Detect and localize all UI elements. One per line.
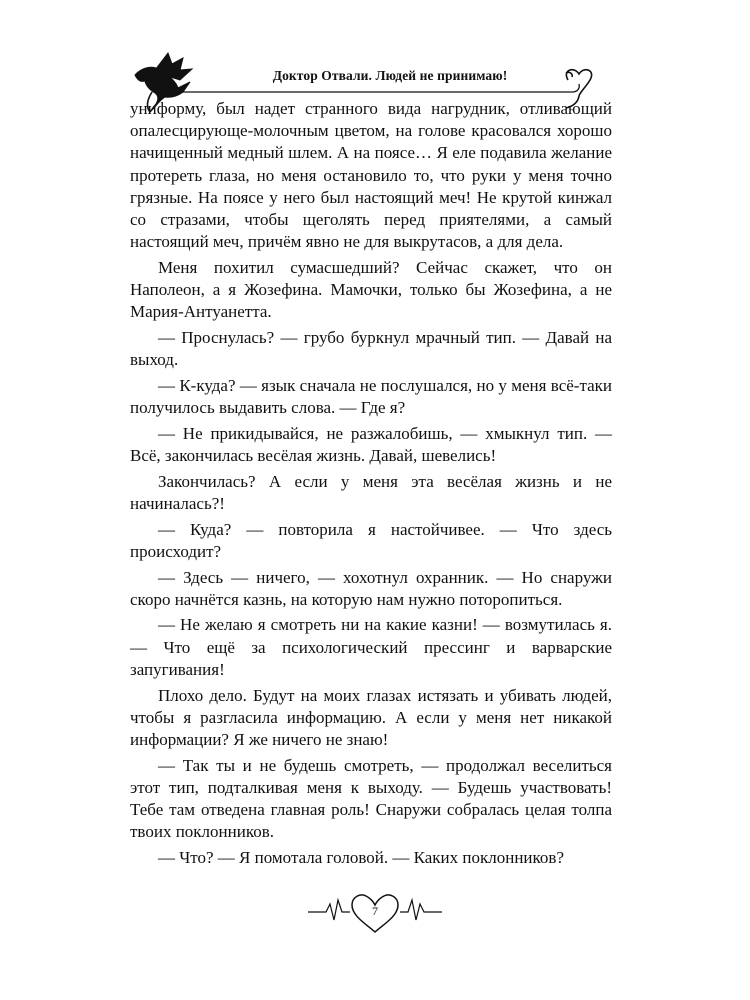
paragraph: — Проснулась? — грубо буркнул мрачный тип. — Давай на выход. bbox=[130, 328, 612, 370]
paragraph: Закончилась? А если у меня эта весёлая жизнь и не начиналась?! bbox=[130, 471, 612, 513]
paragraph: — К-куда? — язык сначала не послушался, но у меня всё-таки получилось выдавить слова. — Где я? bbox=[130, 375, 612, 418]
paragraph: Меня похитил сумасшедший? Сейчас скажет, что он Наполеон, а я Жозефина. Мамочки, только бы Жозефина, а не Мария-Антуанетта. bbox=[130, 257, 612, 322]
paragraph: — Так ты и не будешь смотреть, — продолжал веселиться этот тип, подталкивая меня к выходу. — Будешь участвовать! Тебе там отведена главная роль! Снаружи собралась целая толпа твоих поклонников. bbox=[130, 755, 612, 842]
running-title: Доктор Отвали. Людей не принимаю! bbox=[272, 68, 508, 83]
paragraph: Плохо дело. Будут на моих глазах истязать и убивать людей, чтобы я разгласила информацию. А если у меня нет никакой информации? Я же ничего не знаю! bbox=[130, 685, 612, 749]
paragraph: — Не желаю я смотреть ни на какие казни! — возмутилась я. — Что ещё за психологический прессинг и варварские запугивания! bbox=[130, 615, 612, 679]
paragraph: — Здесь — ничего, — хохотнул охранник. — Но снаружи скоро начнётся казнь, на которую нам нужно поторопиться. bbox=[130, 567, 612, 609]
body-text bbox=[130, 98, 612, 873]
paragraph: — Что? — Я помотала головой. — Каких поклонников? bbox=[158, 848, 564, 867]
page-number: 7 bbox=[372, 904, 378, 918]
page-footer bbox=[300, 880, 450, 940]
paragraph: — Куда? — повторила я настойчивее. — Что здесь происходит? bbox=[130, 519, 612, 561]
paragraph: — Не прикидывайся, не разжалобишь, — хмыкнул тип. — Всё, закончилась весёлая жизнь. Давай, шевелись! bbox=[130, 423, 612, 466]
paragraph: униформу, был надет странного вида нагрудник, отливающий опалесцирующе-молочным цветом, на голове красовался хорошо начищенный медный шлем. А на поясе… Я еле подавила желание протереть глаза, но меня остановило то, что руки у меня точно грязные. На поясе у него был настоящий меч! Не крутой кинжал со стразами, чтобы щеголять перед приятелями, а самый настоящий меч, причём явно не для выкрутасов, а для дела. bbox=[130, 99, 612, 252]
